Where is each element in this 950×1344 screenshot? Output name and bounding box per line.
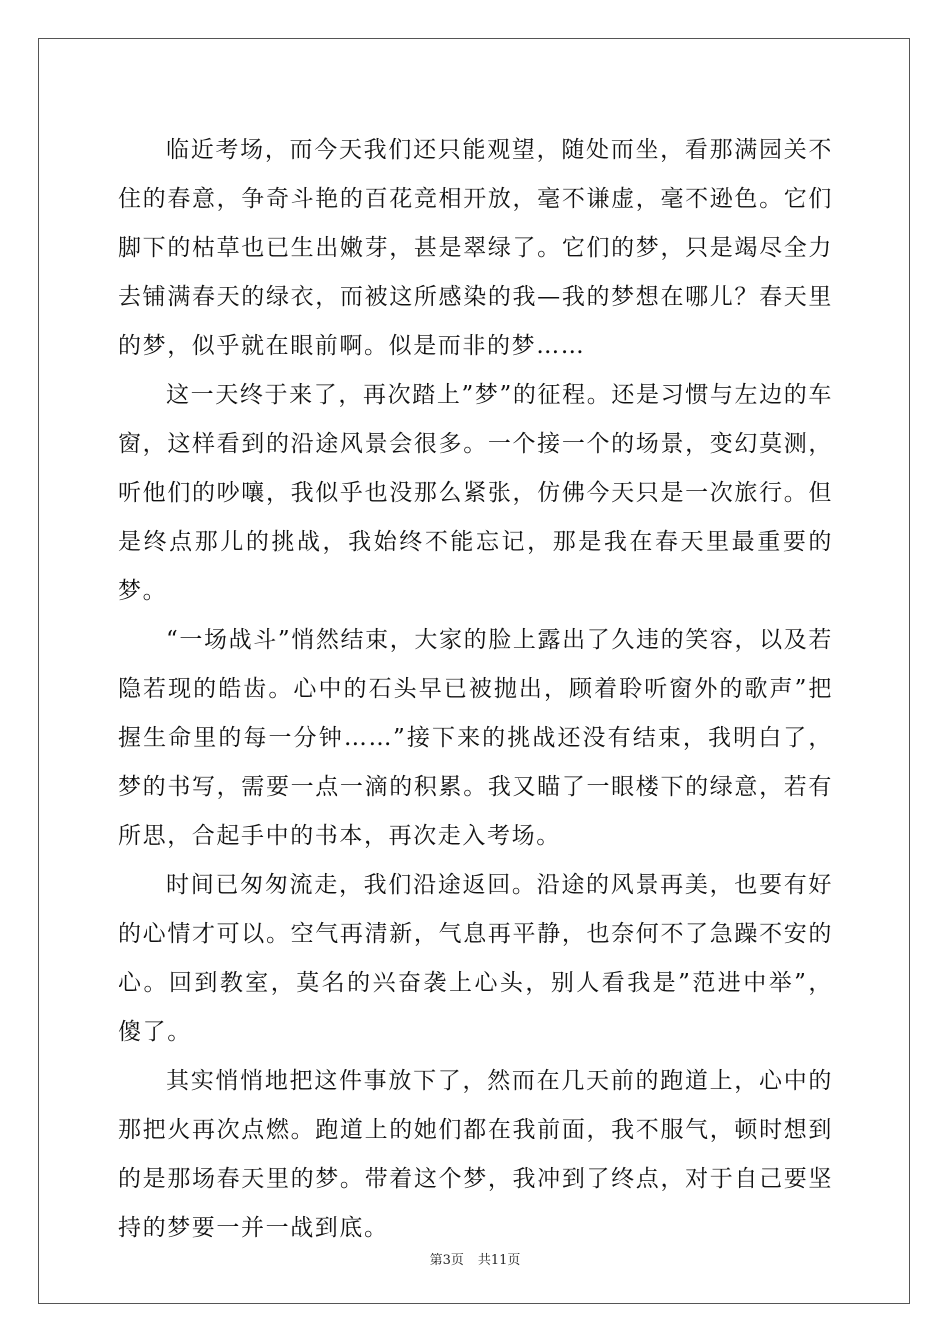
paragraph-1: 临近考场，而今天我们还只能观望，随处而坐，看那满园关不住的春意，争奇斗艳的百花竞相开放，毫不谦虚，毫不逊色。它们脚下的枯草也已生出嫩芽，甚是翠绿了。它们的梦，只是竭尽全力去铺满春天的绿衣，而被这所感染的我—我的梦想在哪儿？春天里的梦，似乎就在眼前啊。似是而非的梦…… — [118, 137, 833, 359]
page-total: 共11页 — [477, 1253, 521, 1268]
paragraph-5: 其实悄悄地把这件事放下了，然而在几天前的跑道上，心中的那把火再次点燃。跑道上的她们都在我前面，我不服气，顿时想到的是那场春天里的梦。带着这个梦，我冲到了终点，对于自己要坚持的梦要一并一战到底。 — [118, 1068, 833, 1241]
page-number: 第3页 — [429, 1253, 464, 1268]
page-footer — [0, 1249, 950, 1268]
document-body — [118, 126, 833, 1253]
paragraph-3: “一场战斗”悄然结束，大家的脸上露出了久违的笑容，以及若隐若现的皓齿。心中的石头早已被抛出，顾着聆听窗外的歌声”把握生命里的每一分钟……”接下来的挑战还没有结束，我明白了，梦的书写，需要一点一滴的积累。我又瞄了一眼楼下的绿意，若有所思，合起手中的书本，再次走入考场。 — [118, 627, 833, 849]
paragraph-4: 时间已匆匆流走，我们沿途返回。沿途的风景再美，也要有好的心情才可以。空气再清新，气息再平静，也奈何不了急躁不安的心。回到教室，莫名的兴奋袭上心头，别人看我是”范进中举”，傻了。 — [118, 872, 833, 1045]
paragraph-2: 这一天终于来了，再次踏上”梦”的征程。还是习惯与左边的车窗，这样看到的沿途风景会很多。一个接一个的场景，变幻莫测，听他们的吵嚷，我似乎也没那么紧张，仿佛今天只是一次旅行。但是终点那儿的挑战，我始终不能忘记，那是我在春天里最重要的梦。 — [118, 382, 833, 604]
